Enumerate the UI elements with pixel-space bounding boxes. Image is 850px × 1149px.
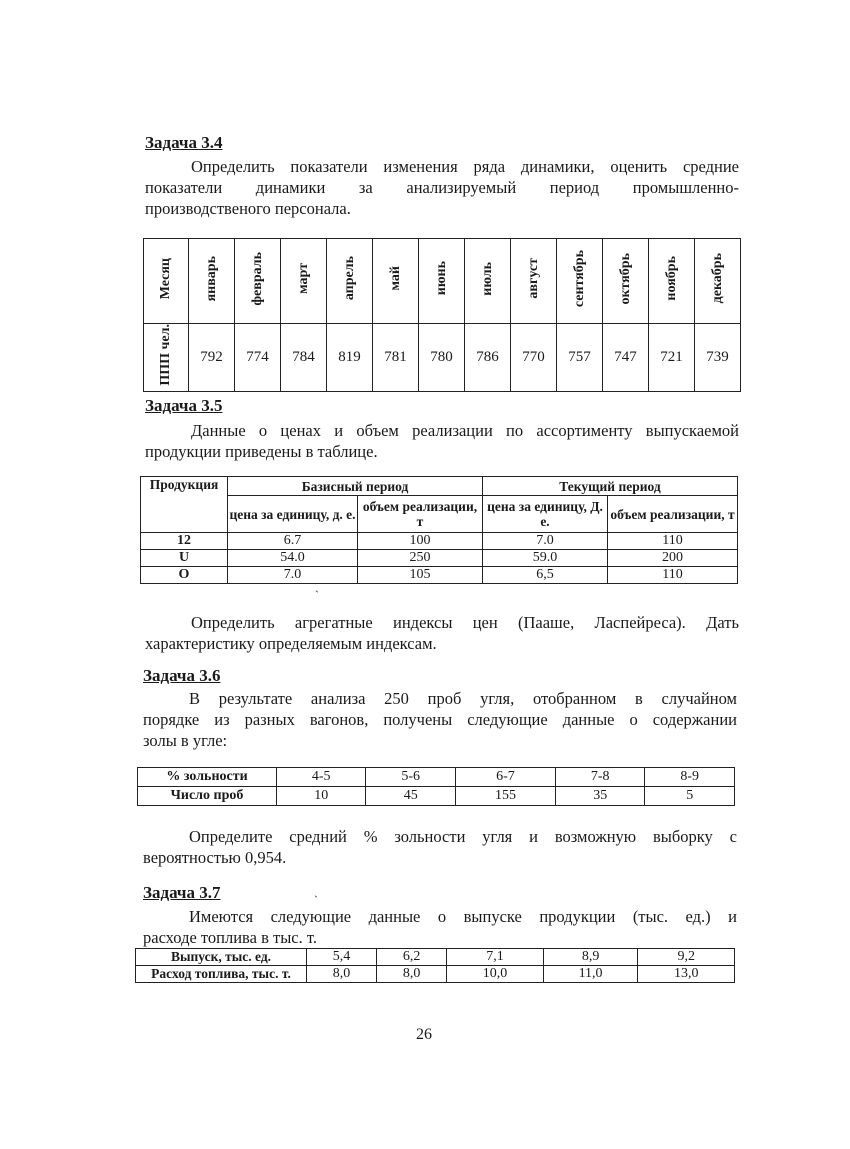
page-number: 26 [416, 1026, 432, 1043]
month-cell [235, 239, 281, 324]
volume-current-cell: 110 [608, 533, 738, 550]
task-3-5-line-2: продукции приведены в таблице. [145, 442, 378, 461]
fuel-cell: 11,0 [543, 966, 638, 983]
volume-current-header: объем реализации, т [608, 496, 738, 533]
volume-current-cell: 200 [608, 550, 738, 567]
month-name: апрель [341, 256, 357, 301]
task-3-7-line-2: расходе топлива в тыс. т. [143, 928, 317, 947]
task-3-5-text [145, 420, 739, 462]
staff-value: 721 [649, 324, 695, 392]
month-label-cell [144, 239, 189, 324]
month-cell [649, 239, 695, 324]
fuel-cell: 8,0 [307, 966, 377, 983]
price-base-cell: 54.0 [228, 550, 358, 567]
ash-label: % зольности [138, 768, 277, 787]
task-3-5-heading: Задача 3.5 [145, 396, 223, 415]
task-3-4-line-3: производственого персонала. [145, 199, 351, 218]
month-name: январь [203, 255, 219, 302]
base-period-header: Базисный период [228, 477, 483, 496]
month-name: июль [479, 261, 495, 296]
task-3-6-question [143, 826, 737, 868]
staff-value: 780 [419, 324, 465, 392]
task-3-7-table [135, 948, 735, 983]
fuel-cell: 8,0 [377, 966, 447, 983]
period-header-row [141, 477, 738, 496]
month-name: декабрь [709, 253, 725, 304]
task-3-5-line-1: Данные о ценах и объем реализации по ассортименту выпускаемой [191, 421, 739, 440]
month-name: октябрь [617, 252, 633, 305]
volume-base-cell: 105 [358, 567, 483, 584]
volume-base-cell: 100 [358, 533, 483, 550]
fuel-cell: 10,0 [447, 966, 544, 983]
task-3-5-table [140, 476, 738, 584]
price-base-cell: 6.7 [228, 533, 358, 550]
month-cell [281, 239, 327, 324]
price-current-cell: 7.0 [483, 533, 608, 550]
price-base-header: цена за единицу, д. е. [228, 496, 358, 533]
output-cell: 7,1 [447, 949, 544, 966]
fuel-label: Расход топлива, тыс. т. [136, 966, 307, 983]
task-3-6-question-line-2: вероятностью 0,954. [143, 848, 287, 867]
sample-count-cell: 10 [277, 787, 366, 806]
ash-range-cell: 5-6 [366, 768, 455, 787]
month-name: ноябрь [663, 256, 679, 301]
sample-count-cell: 155 [455, 787, 555, 806]
price-current-cell: 6,5 [483, 567, 608, 584]
month-cell [511, 239, 557, 324]
task-3-4-line-2: показатели динамики за анализируемый период промышленно- [145, 178, 739, 197]
task-3-6-text [143, 688, 737, 751]
current-period-header: Текущий период [483, 477, 738, 496]
output-cell: 9,2 [638, 949, 735, 966]
staff-value: 774 [235, 324, 281, 392]
month-cell [327, 239, 373, 324]
sample-count-cell: 45 [366, 787, 455, 806]
output-cell: 6,2 [377, 949, 447, 966]
ash-range-cell: 7-8 [556, 768, 645, 787]
samples-row [138, 787, 735, 806]
staff-value: 784 [281, 324, 327, 392]
task-3-5-question [145, 612, 739, 654]
month-cell [557, 239, 603, 324]
task-3-7-line-1: Имеются следующие данные о выпуске продукции (тыс. ед.) и [189, 907, 737, 926]
task-3-6-line-3: золы в угле: [143, 731, 228, 750]
task-3-4-text [145, 156, 739, 219]
month-cell [373, 239, 419, 324]
task-3-6-line-2: порядке из разных вагонов, получены следующие данные о содержании [143, 710, 737, 729]
stray-mark: ˋ [315, 588, 319, 602]
product-cell: 12 [141, 533, 228, 550]
volume-current-cell: 110 [608, 567, 738, 584]
month-name: март [295, 263, 311, 294]
task-3-7-text [143, 906, 737, 948]
ash-range-cell: 4-5 [277, 768, 366, 787]
staff-value: 786 [465, 324, 511, 392]
task-3-4-line-1: Определить показатели изменения ряда динамики, оценить средние [191, 157, 739, 176]
price-base-cell: 7.0 [228, 567, 358, 584]
staff-label: ППП чел. [158, 324, 173, 386]
staff-value: 819 [327, 324, 373, 392]
month-name: сентябрь [571, 249, 587, 308]
month-cell [603, 239, 649, 324]
staff-value: 757 [557, 324, 603, 392]
stray-mark: ˏ [314, 884, 318, 898]
month-name: февраль [249, 251, 265, 306]
table-row [141, 533, 738, 550]
task-3-4-table [143, 238, 741, 392]
staff-value: 747 [603, 324, 649, 392]
output-row [136, 949, 735, 966]
output-cell: 5,4 [307, 949, 377, 966]
staff-row [144, 324, 741, 392]
month-label: Месяц [158, 257, 173, 300]
product-cell: U [141, 550, 228, 567]
month-cell [465, 239, 511, 324]
staff-value: 770 [511, 324, 557, 392]
samples-label: Число проб [138, 787, 277, 806]
task-3-5-question-line-2: характеристику определяемым индексам. [145, 634, 437, 653]
task-3-7-heading: Задача 3.7 [143, 883, 221, 902]
product-cell: O [141, 567, 228, 584]
month-cell [419, 239, 465, 324]
month-cell [695, 239, 741, 324]
table-row [141, 567, 738, 584]
staff-value: 792 [189, 324, 235, 392]
ash-range-cell: 6-7 [455, 768, 555, 787]
task-3-6-question-line-1: Определите средний % зольности угля и возможную выборку с [189, 827, 737, 846]
price-current-header: цена за единицу, Д. е. [483, 496, 608, 533]
fuel-row [136, 966, 735, 983]
month-name: май [387, 266, 403, 291]
product-header: Продукция [141, 477, 228, 533]
task-3-6-heading: Задача 3.6 [143, 666, 221, 685]
task-3-6-table [137, 767, 735, 806]
output-cell: 8,9 [543, 949, 638, 966]
staff-label-cell [144, 324, 189, 392]
subheader-row [141, 496, 738, 533]
price-current-cell: 59.0 [483, 550, 608, 567]
sample-count-cell: 35 [556, 787, 645, 806]
month-name: август [525, 258, 541, 299]
task-3-4-heading: Задача 3.4 [145, 133, 223, 152]
task-3-6-line-1: В результате анализа 250 проб угля, отобранном в случайном [189, 689, 737, 708]
month-row [144, 239, 741, 324]
volume-base-header: объем реализации, т [358, 496, 483, 533]
output-label: Выпуск, тыс. ед. [136, 949, 307, 966]
ash-range-cell: 8-9 [645, 768, 735, 787]
task-3-5-question-line-1: Определить агрегатные индексы цен (Пааше, Ласпейреса). Дать [191, 613, 739, 632]
sample-count-cell: 5 [645, 787, 735, 806]
table-row [141, 550, 738, 567]
month-cell [189, 239, 235, 324]
ash-content-row [138, 768, 735, 787]
fuel-cell: 13,0 [638, 966, 735, 983]
staff-value: 781 [373, 324, 419, 392]
staff-value: 739 [695, 324, 741, 392]
volume-base-cell: 250 [358, 550, 483, 567]
month-name: июнь [433, 261, 449, 296]
